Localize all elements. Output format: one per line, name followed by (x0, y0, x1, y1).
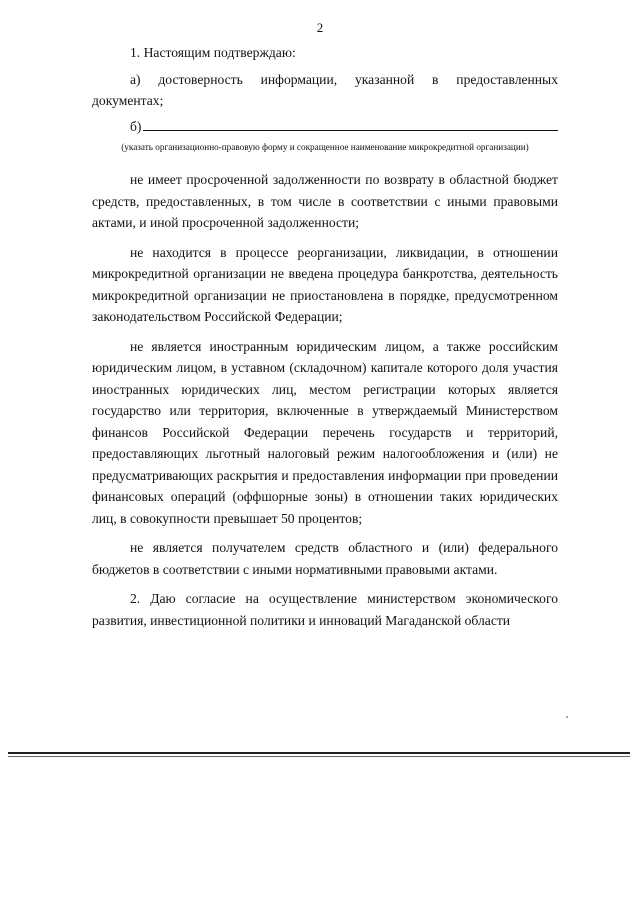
intro-paragraph: 1. Настоящим подтверждаю: (130, 45, 296, 60)
fill-in-underline (143, 116, 558, 131)
footer-rule (8, 752, 630, 754)
scan-speck (566, 716, 568, 718)
paragraph-no-debt: не имеет просроченной задолженности по возврату в областной бюджет средств, предоставленных, в том числе в соответствии с иными правовыми актами, и иной просроченной задолженности; (92, 172, 558, 230)
footer-rule-secondary (8, 756, 630, 757)
page-number: 2 (316, 20, 324, 35)
item-b-hint: (указать организационно-правовую форму и сокращенное наименование микрокредитной организации) (121, 142, 529, 152)
item-a-paragraph: а) достоверность информации, указанной в предоставленных документах; (92, 71, 558, 108)
item-b-blank-line (92, 116, 558, 138)
paragraph-not-foreign-entity: не является иностранным юридическим лицом, а также российским юридическим лицом, в уставном (складочном) капитале которого доля участия иностранных юридических лиц, местом регистрации которых является государство или территория, включенные в утверждаемый Министерством финансов Российской Федерации перечень государств и территорий, предоставляющих льготный налоговый режим налогообложения и (или) не предусматривающих раскрытия и предоставления информации при проведении финансовых операций (оффшорные зоны) в отношении таких юридических лиц, в совокупности превышает 50 процентов; (92, 338, 558, 526)
paragraph-consent: 2. Даю согласие на осуществление министерством экономического развития, инвестиционной политики и инноваций Магаданской области (92, 591, 558, 628)
item-b-label: б) (130, 118, 142, 134)
paragraph-not-recipient: не является получателем средств областного и (или) федерального бюджетов в соответствии с иными нормативными правовыми актами. (92, 540, 558, 577)
document-body (92, 42, 558, 631)
paragraph-no-reorganization: не находится в процессе реорганизации, ликвидации, в отношении микрокредитной организации не введена процедура банкротства, деятельность микрокредитной организации не приостановлена в порядке, предусмотренном законодательством Российской Федерации; (92, 244, 558, 324)
